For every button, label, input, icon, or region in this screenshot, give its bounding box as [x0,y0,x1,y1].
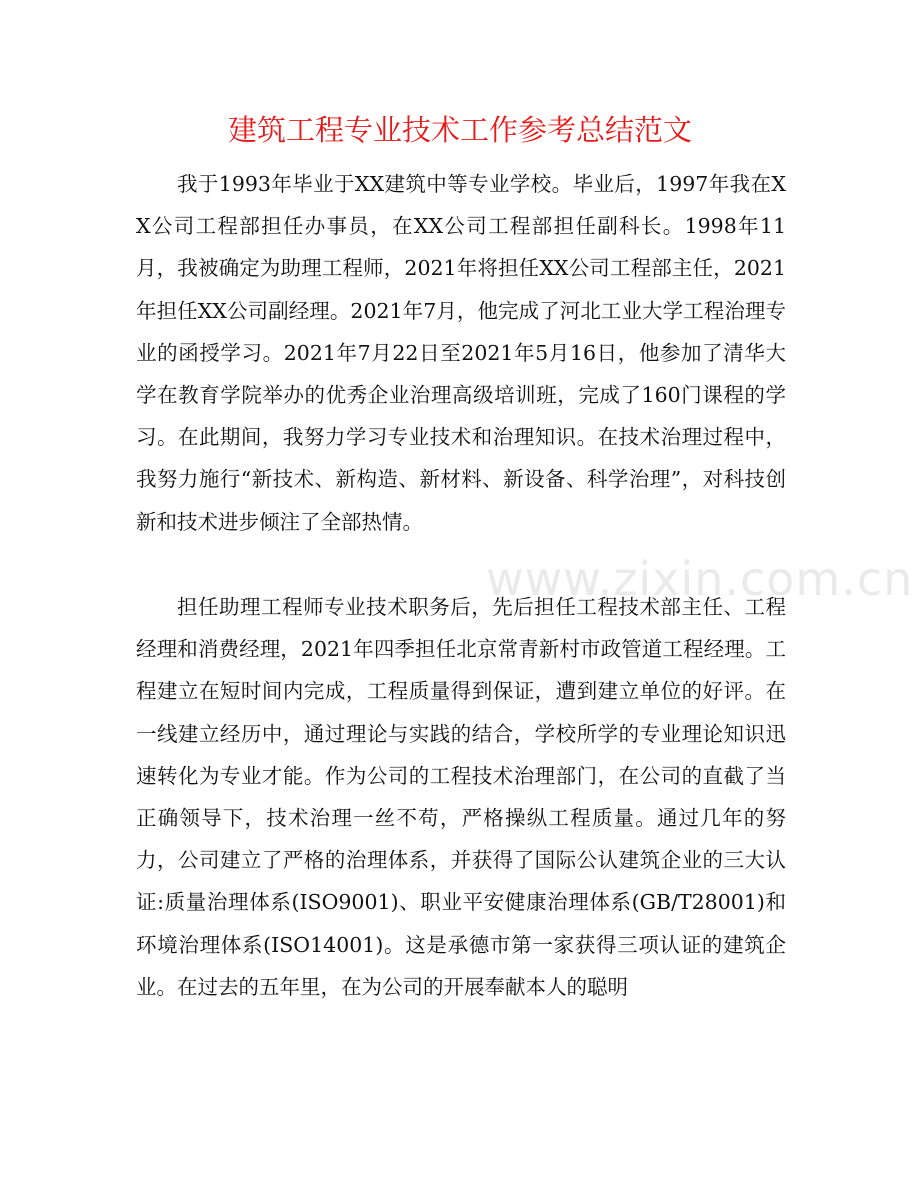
paragraph-1: 我于1993年毕业于XX建筑中等专业学校。毕业后，1997年我在XX公司工程部担任办事员，在XX公司工程部担任副科长。1998年11月，我被确定为助理工程师，2021年将担任XX公司工程部主任，2021年担任XX公司副经理。2021年7月，他完成了河北工业大学工程治理专业的函授学习。2021年7月22日至2021年5月16日，他参加了清华大学在教育学院举办的优秀企业治理高级培训班，完成了160门课程的学习。在此期间，我努力学习专业技术和治理知识。在技术治理过程中，我努力施行“新技术、新构造、新材料、新设备、科学治理”，对科技创新和技术进步倾注了全部热情。 [136,172,786,534]
document-title: 建筑工程专业技术工作参考总结范文 [227,113,692,147]
watermark: www.zixin.com.cn [486,552,914,606]
paragraph-2: 担任助理工程师专业技术职务后，先后担任工程技术部主任、工程经理和消费经理，2021年四季担任北京常青新村市政管道工程经理。工程建立在短时间内完成，工程质量得到保证，遭到建立单位的好评。在一线建立经历中，通过理论与实践的结合，学校所学的专业理论知识迅速转化为专业才能。作为公司的工程技术治理部门，在公司的直截了当正确领导下，技术治理一丝不苟，严格操纵工程质量。通过几年的努力，公司建立了严格的治理体系，并获得了国际公认建筑企业的三大认证:质量治理体系(ISO9001)、职业平安健康治理体系(GB/T28001)和环境治理体系(ISO14001)。这是承德市第一家获得三项认证的建筑企业。在过去的五年里，在为公司的开展奉献本人的聪明 [136,595,786,999]
